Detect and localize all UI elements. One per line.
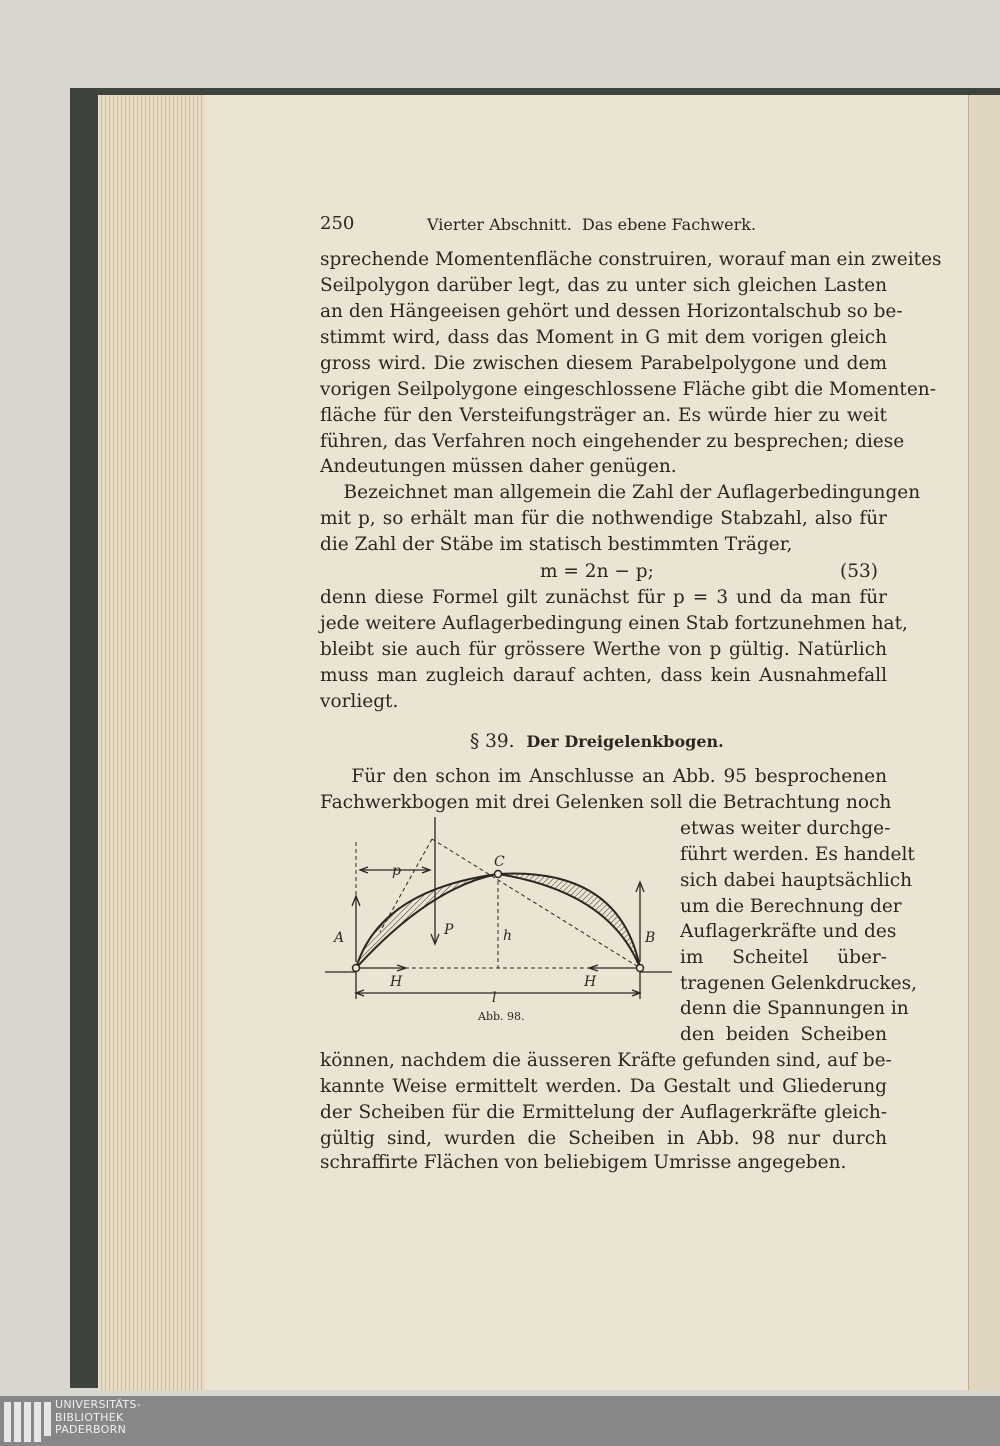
label-l: l: [492, 990, 497, 1006]
text-line: gross wird. Die zwischen diesem Parabelpolygone und dem: [320, 353, 887, 374]
label-H-right: H: [584, 974, 597, 990]
label-h: h: [503, 928, 513, 944]
text-line: führen, das Verfahren noch eingehender zu besprechen; diese: [320, 431, 905, 452]
text-line: Fachwerkbogen mit drei Gelenken soll die Betrachtung noch: [320, 792, 892, 813]
text-line: der Scheiben für die Ermittelung der Auflagerkräfte gleich-: [320, 1102, 887, 1123]
label-P: P: [444, 922, 454, 938]
page-edges: [98, 95, 208, 1390]
text-line: kannte Weise ermittelt werden. Da Gestalt und Gliederung: [320, 1076, 887, 1097]
formula: m = 2n − p;: [540, 561, 654, 582]
text-line: gültig sind, wurden die Scheiben in Abb. 98 nur durch: [320, 1128, 887, 1149]
library-name: [55, 1399, 141, 1437]
logo-line: PADERBORN: [55, 1423, 127, 1436]
left-disc: [356, 874, 498, 968]
text-line: Seilpolygon darüber legt, das zu unter sich gleichen Lasten: [320, 275, 887, 296]
text-line: Auflagerkräfte und des: [680, 921, 897, 942]
text-line: bleibt sie auch für grössere Werthe von p gültig. Natürlich: [320, 639, 887, 660]
section-heading: [470, 730, 790, 754]
text-line: etwas weiter durchge-: [680, 818, 891, 839]
text-line: muss man zugleich darauf achten, dass kein Ausnahmefall: [320, 665, 887, 686]
text-line: an den Hängeeisen gehört und dessen Horizontalschub so be-: [320, 301, 903, 322]
text-line: den beiden Scheiben: [680, 1024, 887, 1045]
text-line: schraffirte Flächen von beliebigem Umrisse angegeben.: [320, 1152, 847, 1173]
text-line: denn die Spannungen in: [680, 998, 909, 1019]
text-line: denn diese Formel gilt zunächst für p = 3 und da man für: [320, 587, 887, 608]
formula-number: (53): [840, 561, 878, 582]
figure-abb-98: [320, 812, 680, 1027]
right-page-edge: [968, 95, 1000, 1390]
text-line: vorigen Seilpolygone eingeschlossene Fläche gibt die Momenten-: [320, 379, 936, 400]
section-number: § 39.: [470, 731, 515, 752]
label-B: B: [645, 930, 656, 946]
text-line: mit p, so erhält man für die nothwendige Stabzahl, also für: [320, 508, 887, 529]
text-line: Bezeichnet man allgemein die Zahl der Auflagerbedingungen: [320, 482, 921, 503]
right-disc: [498, 874, 640, 968]
text-line: fläche für den Versteifungsträger an. Es würde hier zu weit: [320, 405, 887, 426]
label-p: p: [392, 863, 401, 879]
running-title: Vierter Abschnitt. Das ebene Fachwerk.: [427, 215, 757, 234]
text-line: um die Berechnung der: [680, 896, 902, 917]
label-A: A: [334, 930, 345, 946]
logo-line: UNIVERSITÄTS-: [55, 1398, 141, 1411]
label-H-left: H: [390, 974, 403, 990]
figure-caption: Abb. 98.: [478, 1010, 525, 1023]
text-line: Andeutungen müssen daher genügen.: [320, 456, 677, 477]
text-line: vorliegt.: [320, 691, 399, 712]
text-line: sprechende Momentenfläche construiren, worauf man ein zweites: [320, 249, 942, 270]
text-line: im Scheitel über-: [680, 947, 887, 968]
logo-line: BIBLIOTHEK: [55, 1410, 124, 1424]
label-C: C: [494, 854, 505, 870]
page-number: 250: [320, 213, 355, 234]
text-line: tragenen Gelenkdruckes,: [680, 973, 917, 994]
library-footer: [0, 1396, 1000, 1446]
text-line: stimmt wird, dass das Moment in G mit dem vorigen gleich: [320, 327, 887, 348]
text-line: können, nachdem die äusseren Kräfte gefunden sind, auf be-: [320, 1050, 892, 1071]
text-line: jede weitere Auflagerbedingung einen Stab fortzunehmen hat,: [320, 613, 908, 634]
text-line: führt werden. Es handelt: [680, 844, 915, 865]
section-title: Der Dreigelenkbogen.: [526, 732, 724, 751]
text-line: sich dabei hauptsächlich: [680, 870, 913, 891]
text-line: Für den schon im Anschlusse an Abb. 95 besprochenen: [320, 766, 887, 787]
text-line: die Zahl der Stäbe im statisch bestimmten Träger,: [320, 534, 793, 555]
